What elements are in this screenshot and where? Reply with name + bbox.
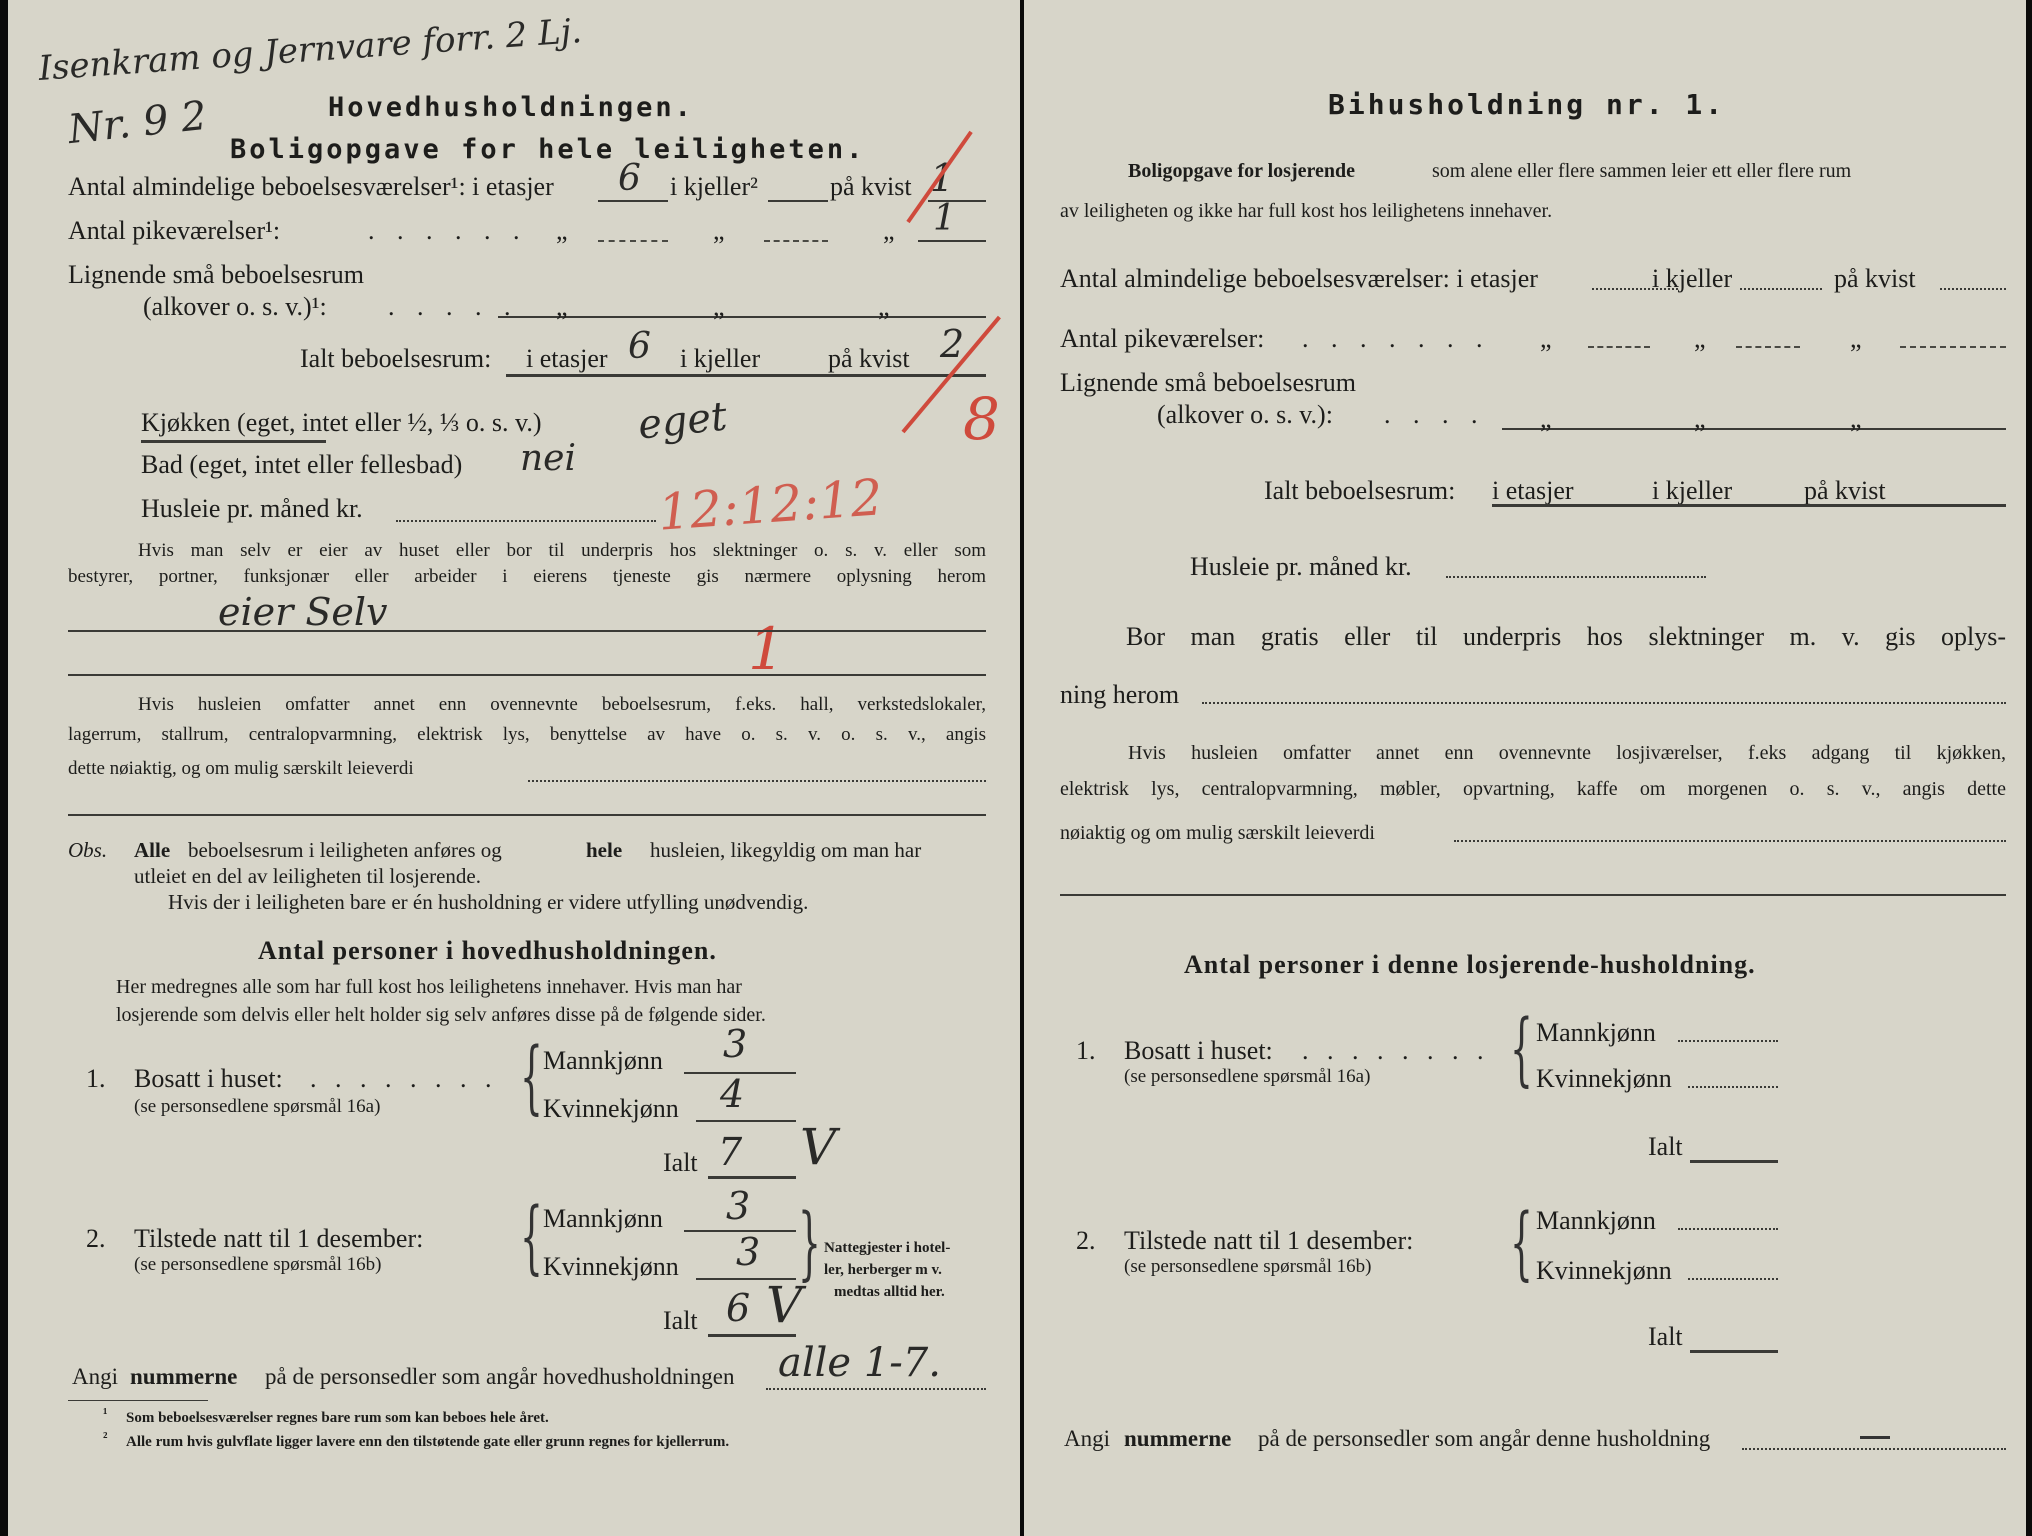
rooms-etasjer-line [598, 200, 668, 202]
eier-text-1: Hvis man selv er eier av huset eller bor til underpris hos slektninger o. s. v. eller som [138, 540, 986, 561]
r-husleie-line [1446, 576, 1706, 578]
r-kjeller-label: i kjeller [1652, 264, 1733, 293]
q1-brace: { [520, 1030, 543, 1123]
r-alkover-dots: . . . . [1384, 400, 1486, 429]
pike-line-2 [764, 240, 828, 242]
r-gratis-line [1202, 702, 2006, 704]
alkover-ditto-2: „ [713, 292, 725, 321]
r-q1-dots: . . . . . . . . [1302, 1036, 1490, 1065]
q2-ialt-label: Ialt [663, 1306, 698, 1335]
title-main-household: Hovedhusholdningen. [328, 92, 694, 123]
r-gratis-text-1: Bor man gratis eller til underpris hos slektninger m. v. gis oplys- [1126, 622, 2006, 651]
r-angi-line [1742, 1448, 2006, 1450]
alkover-ditto-1: „ [556, 292, 568, 321]
q1-dots: . . . . . . . . [310, 1064, 498, 1093]
r-omfatter-line-2 [1060, 894, 2006, 896]
kjokken-underline [141, 440, 326, 443]
q2-kvinne-label: Kvinnekjønn [543, 1252, 679, 1281]
r-omfatter-line [1454, 840, 2006, 842]
angi-line [766, 1388, 986, 1390]
eier-line-2 [68, 674, 986, 676]
r-kvist-line [1940, 288, 2006, 290]
q1-label: Bosatt i huset: [134, 1064, 283, 1093]
r-alkover-ditto-2: „ [1694, 404, 1706, 433]
ialt-kjeller-label: i kjeller [680, 344, 761, 373]
eier-red-value: 1 [748, 615, 785, 683]
persons-text-2: losjerende som delvis eller helt holder sig selv anføres disse på de følgende sider. [116, 1004, 766, 1026]
title-housing-report: Boligopgave for hele leiligheten. [230, 134, 866, 165]
r-kjeller-line [1740, 288, 1822, 290]
r-alkover-line [1502, 428, 2006, 430]
nattegjester-text-2: ler, herberger m v. [824, 1262, 942, 1278]
r-q2-mann-line [1678, 1228, 1778, 1230]
husleie-label: Husleie pr. måned kr. [141, 494, 363, 523]
obs-text-3: Hvis der i leiligheten bare er én husholdning er videre utfylling unødvendig. [168, 890, 809, 914]
kjeller-line [768, 200, 828, 202]
r-pike-line-3 [1900, 346, 2006, 348]
obs-text-1a: beboelsesrum i leiligheten anføres og [188, 838, 502, 862]
angi-nummerne: nummerne [130, 1364, 238, 1389]
pike-ditto-2: „ [713, 216, 725, 245]
handwritten-annotation-top: Isenkram og Jernvare forr. 2 Lj. [37, 11, 584, 89]
alkover-ditto-3: „ [878, 292, 890, 321]
r-kvist-label: på kvist [1834, 264, 1916, 293]
pike-ditto-3: „ [883, 216, 895, 245]
r-pike-dots: . . . . . . . [1302, 324, 1491, 353]
r-q1-sub: (se personsedlene spørsmål 16a) [1124, 1066, 1371, 1087]
q2-sub: (se personsedlene spørsmål 16b) [134, 1254, 382, 1275]
pike-ditto-1: „ [556, 216, 568, 245]
r-pike-line-2 [1736, 346, 1800, 348]
rooms-kvist-value: 1 [930, 156, 955, 200]
r-gratis-text-2: ning herom [1060, 680, 1180, 709]
omfatter-text-2: lagerrum, stallrum, centralopvarmning, elektrisk lys, benyttelse av have o. s. v. o. s. v., angis [68, 724, 986, 745]
r-omfatter-text-2: elektrisk lys, centralopvarmning, møbler, opvartning, kaffe om morgenen o. s. v., angis dette [1060, 778, 2006, 800]
q2-label: Tilstede natt til 1 desember: [134, 1224, 424, 1253]
r-alkover-ditto-3: „ [1850, 404, 1862, 433]
q1-check-mark: V [800, 1118, 837, 1176]
eier-text-2: bestyrer, portner, funksjonær eller arbeider i eierens tjeneste gis nærmere oplysning herom [68, 566, 986, 587]
r-angi-a: Angi [1064, 1426, 1110, 1451]
footnote-1-num: ¹ [103, 1406, 108, 1422]
husleie-line [396, 520, 656, 522]
omfatter-line [528, 780, 986, 782]
rooms-label: Antal almindelige beboelsesværelser¹: i etasjer [68, 172, 554, 201]
q1-kvinne-line [696, 1120, 796, 1122]
r-angi-dash-mark [1860, 1436, 1890, 1439]
r-pike-label: Antal pikeværelser: [1060, 324, 1265, 353]
omfatter-text-3: dette nøiaktig, og om mulig særskilt leieverdi [68, 758, 414, 779]
obs-label: Obs. [68, 838, 108, 862]
pike-label: Antal pikeværelser¹: [68, 216, 281, 245]
alkover-dots: . . . . . [388, 292, 519, 321]
obs-text-1b: husleien, likegyldig om man har [650, 838, 922, 862]
ialt-etasjer-label: i etasjer [526, 344, 608, 373]
r-angi-c: på de personsedler som angår denne husholdning [1258, 1426, 1711, 1451]
handwritten-annotation-nr: Nr. 9 2 [65, 92, 209, 154]
q1-kvinne-label: Kvinnekjønn [543, 1094, 679, 1123]
ialt-kvist-value: 2 [940, 322, 965, 366]
pike-line-1 [598, 240, 668, 242]
ialt-kvist-label: på kvist [828, 344, 910, 373]
r-pike-line-1 [1588, 346, 1650, 348]
q1-mann-value: 3 [723, 1022, 748, 1066]
q1-mann-label: Mannkjønn [543, 1046, 663, 1075]
omfatter-line-2 [68, 814, 986, 816]
q1-ialt-line [708, 1176, 796, 1179]
alkover-line [498, 316, 986, 318]
r-q1-ialt-label: Ialt [1648, 1132, 1683, 1161]
pike-dots: . . . . . . [368, 216, 528, 245]
r-lignende-label: Lignende små beboelsesrum [1060, 368, 1357, 397]
r-q2-ialt-line [1690, 1350, 1778, 1353]
r-rooms-label: Antal almindelige beboelsesværelser: i etasjer [1060, 264, 1538, 293]
r-q2-brace: { [1510, 1196, 1533, 1289]
eier-line-1 [68, 630, 986, 632]
q2-ialt-value: 6 [726, 1286, 751, 1330]
angi-a: Angi [72, 1364, 118, 1389]
r-ialt-label: Ialt beboelsesrum: [1264, 476, 1456, 505]
omfatter-text-1: Hvis husleien omfatter annet enn ovennevnte beboelsesrum, f.eks. hall, verkstedslokaler, [138, 694, 986, 715]
obs-text-2: utleiet en del av leiligheten til losjerende. [134, 864, 481, 888]
q1-ialt-value: 7 [718, 1130, 743, 1174]
left-page [8, 0, 1020, 1536]
q2-brace: { [520, 1190, 543, 1283]
r-q1-label: Bosatt i huset: [1124, 1036, 1273, 1065]
r-husleie-label: Husleie pr. måned kr. [1190, 552, 1412, 581]
q2-mann-label: Mannkjønn [543, 1204, 663, 1233]
r-pike-ditto-3: „ [1850, 324, 1862, 353]
losj-text-2: av leiligheten og ikke har full kost hos leilighetens innehaver. [1060, 200, 1553, 222]
r-omfatter-text-3: nøiaktig og om mulig særskilt leieverdi [1060, 822, 1375, 844]
r-ialt-kvist-label: på kvist [1804, 476, 1886, 505]
r-q1-number: 1. [1076, 1036, 1096, 1065]
r-q2-mann-label: Mannkjønn [1536, 1206, 1656, 1235]
pike-line-3 [918, 240, 986, 242]
r-ialt-kjeller-label: i kjeller [1652, 476, 1733, 505]
ialt-etasjer-value: 6 [628, 326, 651, 367]
angi-value: alle 1-7. [778, 1340, 941, 1386]
angi-c: på de personsedler som angår hovedhusholdningen [265, 1364, 735, 1389]
r-q1-ialt-line [1690, 1160, 1778, 1163]
kjokken-label: Kjøkken (eget, intet eller ½, ⅓ o. s. v.) [141, 408, 542, 437]
alkover-label: (alkover o. s. v.)¹: [143, 292, 327, 321]
r-ialt-etasjer-label: i etasjer [1492, 476, 1574, 505]
nattegjester-text-3: medtas alltid her. [834, 1284, 945, 1300]
r-angi-nummerne: nummerne [1124, 1426, 1232, 1451]
r-pike-ditto-2: „ [1694, 324, 1706, 353]
nattegjester-brace: } [798, 1196, 821, 1289]
r-q1-kvinne-label: Kvinnekjønn [1536, 1064, 1672, 1093]
obs-hele: hele [586, 838, 623, 862]
r-alkover-ditto-1: „ [1540, 404, 1552, 433]
footnote-rule [68, 1400, 208, 1401]
r-q1-brace: { [1510, 1002, 1533, 1095]
q1-ialt-label: Ialt [663, 1148, 698, 1177]
husleie-red-value: 12:12:12 [656, 468, 885, 542]
nattegjester-text-1: Nattegjester i hotel- [824, 1240, 951, 1256]
r-q2-kvinne-label: Kvinnekjønn [1536, 1256, 1672, 1285]
kjokken-value: eget [635, 393, 730, 449]
lignende-label: Lignende små beboelsesrum [68, 260, 365, 289]
q2-number: 2. [86, 1224, 106, 1253]
r-ialt-line [1492, 504, 2006, 507]
right-page [1024, 0, 2026, 1536]
footnote-1: Som beboelsesværelser regnes bare rum som kan beboes hele året. [126, 1410, 549, 1426]
r-pike-ditto-1: „ [1540, 324, 1552, 353]
persons-title: Antal personer i hovedhusholdningen. [258, 936, 717, 965]
obs-alle: Alle [134, 838, 171, 862]
q1-kvinne-value: 4 [720, 1072, 745, 1116]
footnote-2-num: ² [103, 1430, 108, 1446]
r-q1-mann-line [1678, 1040, 1778, 1042]
q1-number: 1. [86, 1064, 106, 1093]
q2-ialt-line [708, 1334, 796, 1337]
r-q2-label: Tilstede natt til 1 desember: [1124, 1226, 1414, 1255]
footnote-2: Alle rum hvis gulvflate ligger lavere enn den tilstøtende gate eller grunn regnes for kjellerrum. [126, 1434, 730, 1450]
pike-kvist-value: 1 [933, 198, 956, 239]
bad-value: nei [520, 438, 577, 479]
kvist-label: på kvist [830, 172, 912, 201]
losj-bold: Boligopgave for losjerende [1128, 160, 1356, 182]
r-alkover-label: (alkover o. s. v.): [1157, 400, 1333, 429]
ialt-label: Ialt beboelsesrum: [300, 344, 492, 373]
q2-mann-value: 3 [726, 1184, 751, 1228]
ialt-line [506, 374, 986, 377]
losj-text-1: som alene eller flere sammen leier ett eller flere rum [1432, 160, 1852, 182]
q2-check-mark: V [766, 1276, 803, 1334]
r-q1-kvinne-line [1688, 1086, 1778, 1088]
bad-label: Bad (eget, intet eller fellesbad) [141, 450, 463, 479]
r-q2-ialt-label: Ialt [1648, 1322, 1683, 1351]
r-q2-number: 2. [1076, 1226, 1096, 1255]
r-q1-mann-label: Mannkjønn [1536, 1018, 1656, 1047]
q2-kvinne-value: 3 [736, 1230, 761, 1274]
persons-text-1: Her medregnes alle som har full kost hos leilighetens innehaver. Hvis man har [116, 976, 742, 998]
q1-sub: (se personsedlene spørsmål 16a) [134, 1096, 381, 1117]
r-omfatter-text-1: Hvis husleien omfatter annet enn ovennevnte losjiværelser, f.eks adgang til kjøkken, [1128, 742, 2006, 764]
rooms-etasjer-value: 6 [618, 158, 641, 199]
red-total-value: 8 [963, 385, 1000, 453]
right-title: Bihusholdning nr. 1. [1328, 88, 1726, 121]
r-persons-title: Antal personer i denne losjerende-husholdning. [1184, 950, 1756, 979]
eier-value: eier Selv [218, 590, 388, 634]
kjeller-label: i kjeller² [670, 172, 758, 201]
r-q2-sub: (se personsedlene spørsmål 16b) [1124, 1256, 1372, 1277]
r-q2-kvinne-line [1688, 1278, 1778, 1280]
